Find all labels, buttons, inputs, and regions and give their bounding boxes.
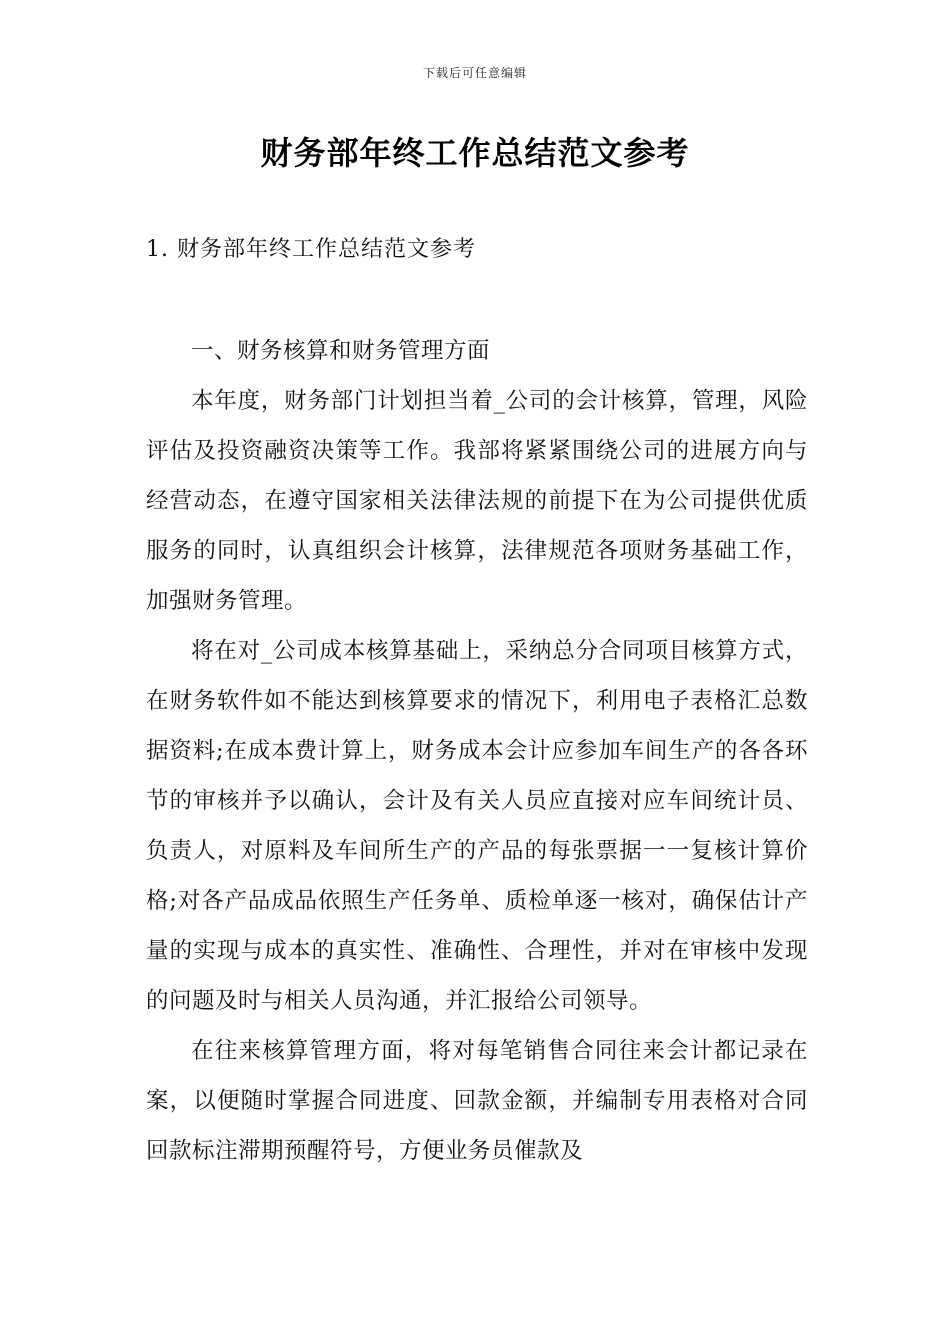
paragraph: 将在对_公司成本核算基础上，采纳总分合同项目核算方式，在财务软件如不能达到核算要求的情况下，利用电子表格汇总数据资料;在成本费计算上，财务成本会计应参加车间生产的各各环节的审核并予以确认，会计及有关人员应直接对应车间统计员、负责人，对原料及车间所生产的产品的每张票据一一复核计算价格;对各产品成品依照生产任务单、质检单逐一核对，确保估计产量的实现与成本的真实性、准确性、合理性，并对在审核中发现的问题及时与相关人员沟通，并汇报给公司领导。 [146, 638, 808, 1014]
section-title: 1. 财务部年终工作总结范文参考 [146, 237, 476, 262]
paragraph: 本年度，财务部门计划担当着_公司的会计核算，管理，风险评估及投资融资决策等工作。我部将紧紧围绕公司的进展方向与经营动态，在遵守国家相关法律法规的前提下在为公司提供优质服务的同时，认真组织会计核算，法律规范各项财务基础工作，加强财务管理。 [146, 388, 808, 614]
paragraph: 在往来核算管理方面，将对每笔销售合同往来会计都记录在案，以便随时掌握合同进度、回款金额，并编制专用表格对合同回款标注滞期预醒符号，方便业务员催款及 [146, 1038, 808, 1164]
header-note: 下载后可任意编辑 [422, 66, 527, 80]
document-body [146, 326, 808, 1176]
document-title: 财务部年终工作总结范文参考 [260, 134, 690, 172]
subsection-heading: 一、财务核算和财务管理方面 [191, 338, 491, 364]
